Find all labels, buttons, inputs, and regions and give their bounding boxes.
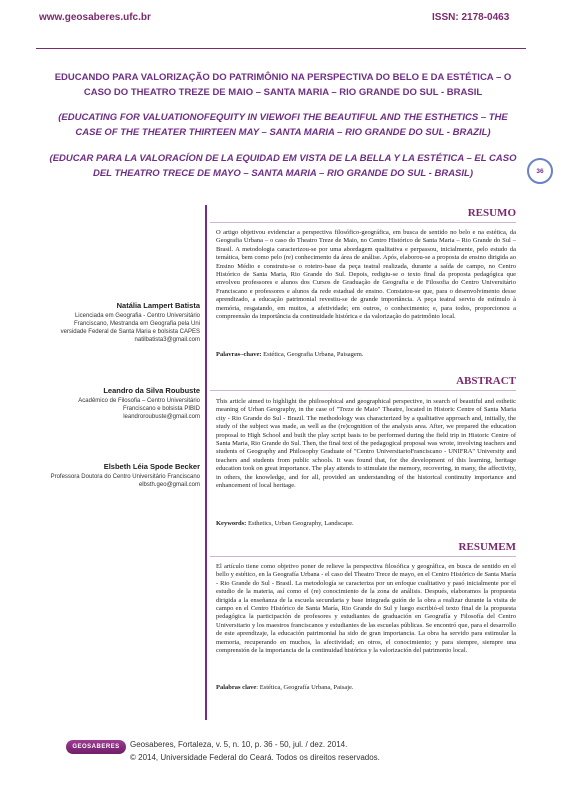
resumo-text: O artigo objetivou evidenciar a perspectiva filosófico-geográfica, em busca de sentido no belo e na estética, da Geografia Urbana – o caso do Theatro Treze de Maio, no Centro Histórico de Santa Maria – Rio Grande do Sul – Brasil. A metodologia caracterizou-se por uma abordagem qualitativa e perpassou, inicialmente, pelo estudo da temática, bem como pelo (re) conhecimento da área de análise. Após, elaborou-se a proposta de ensino dirigida ao Ensino Médio e construiu-se o roteiro-base da peça teatral realizada, durante a saída de campo, no Centro Histórico de Santa Maria, Rio Grande do Sul. Depois, redigiu-se o texto final da proposta pedagógica que envolveu professores e alunos dos Cursos de Graduação de Geografia e de Filosofia do Centro Universitário Franciscano e professores e alunos da rede estadual de ensino. Constatou-se que, para o desenvolvimento desse aprendizado, a educação patrimonial revestiu-se de grande importância. A peça teatral serviu de estímulo à memória, resgatando, em muitos, a afetividade; em outros, o conhecimento; e, para todos, proporcionou a compreensão da importância da continuidade histórica e da valorização do patrimônio local. xyxy=(216,229,516,321)
title-pt-line-1: EDUCANDO PARA VALORIZAÇÃO DO PATRIMÔNIO NA PERSPECTIVA DO BELO E DA ESTÉTICA – O xyxy=(54,72,512,83)
resumem-keywords xyxy=(216,684,516,691)
author-3 xyxy=(20,461,200,489)
author-3-line: Professora Doutora do Centro Universitário Franciscano xyxy=(50,474,200,480)
resumo-keywords-label: Palavras–chave: xyxy=(216,351,262,358)
resumo-keywords-text: Estética, Geografia Urbana, Paisagem. xyxy=(261,351,364,358)
title-en-line-1: (EDUCATING FOR VALUATIONOFEQUITY IN VIEWOFI THE BEAUTIFUL AND THE ESTHETICS – THE xyxy=(58,112,508,123)
header-divider xyxy=(36,48,526,49)
footer-citation: Geosaberes, Fortaleza, v. 5, n. 10, p. 36 - 50, jul. / dez. 2014. xyxy=(130,740,348,749)
author-1-name: Natália Lampert Batista xyxy=(116,301,200,310)
resumo-keywords xyxy=(216,351,516,358)
resumo-heading: RESUMO xyxy=(467,207,516,219)
abstract-text: This article aimed to highlight the philosophical and geographical perspective, in search of beautiful and esthetic meaning of Urban Geography, in the case of "Treze de Maio" Theatre, located in Historic Centre of Santa Maria city - Rio Grande do Sul - Brazil. The methodology was characterized by a qualitative approach and, initially, the study of the subject was made, as well as the (re)cognition of the analysis area. After, we prepared the education proposal to High School and built the play script basis to be performed during the field trip in Historic Centre of Santa Maria, Rio Grande do Sul. Then, the final text of the pedagogical proposal was wrote, involving teachers and students of Geography and Philosophy Graduate of "Centro UniversitarioFranciscano - UNIFRA" University and teachers and students from public schools. It was found that, for the development of this learning, heritage education took on great importance. The play attends to stimulate the memory, recovering, in many, the affectivity, in others, the knowledge, and for all, provided an understanding of the historical continuity importance and enhancement of local heritage. xyxy=(216,398,516,490)
footer-copyright: © 2014, Universidade Federal do Ceará. Todos os direitos reservados. xyxy=(130,753,380,762)
resumem-keywords-text: : Estética, Geografía Urbana, Paisaje. xyxy=(256,684,354,691)
resumem-heading: RESUMEM xyxy=(458,541,516,553)
title-pt-line-2: CASO DO THEATRO TREZE DE MAIO – SANTA MARIA – RIO GRANDE DO SUL - BRASIL xyxy=(83,87,483,98)
abstract-keywords-text: Esthetics, Urban Geography, Landscape. xyxy=(246,520,354,527)
author-2-name: Leandro da Silva Roubuste xyxy=(103,386,200,395)
column-divider xyxy=(205,205,207,720)
author-2-line: Acadêmico de Filosofia – Centro Universitário xyxy=(78,398,200,404)
author-3-name: Elsbeth Léia Spode Becker xyxy=(103,462,200,471)
resumem-text: El artículo tiene como objetivo poner de relieve la perspectiva filosófica y geográfica, en busca de sentido en el bello y estético, en la Geografía Urbana - el caso del Theatro Trece de mayo, en el Centro Histórico de Santa María - Rio Grande do Sul - Brasil. La metodología se caracteriza por un enfoque cualitativo y pasó inicialmente por el estudio de la materia, así como el (re) conocimiento de la zona de análisis. Después, elaboramos la propuesta dirigida a la enseñanza de la escuela secundaria y base integrada guión de la obra a realizar durante la visita de campo en el Centro Histórico de Santa María, Rio Grande do Sul y luego escribió-el texto final de la propuesta pedagógica la participación de profesores y estudiantes de graduación en Geografía y Filosofía del Centro Universitario y los maestros franciscanos y estudiantes de las escuelas públicas. Se encontró que, para el desarrollo de este aprendizaje, la educación patrimonial ha sido de gran importancia. La obra ha servido para estimular la memoria, recuperando en muchos, la afectividad; en otros, el conocimiento; y para siempre, siempre una comprensión de la importancia de la continuidad histórica y la valorización del patrimonio local. xyxy=(216,563,516,655)
resumem-keywords-label: Palabras clave xyxy=(216,684,257,691)
author-3-email: elbsth.geo@gmail.com xyxy=(138,482,200,488)
issn: ISSN: 2178-0463 xyxy=(432,12,510,23)
title-en-line-2: CASE OF THE THEATER THIRTEEN MAY – SANTA MARIA – RIO GRANDE DO SUL - BRAZIL) xyxy=(75,127,491,138)
author-1-line: Franciscano, Mestranda em Geografia pela Uni xyxy=(73,321,200,327)
title-es-line-1: (EDUCAR PARA LA VALORACÍON DE LA EQUIDAD EM VISTA DE LA BELLA Y LA ESTÉTICA – EL CASO xyxy=(49,153,517,164)
abstract-keywords-label: Keywords: xyxy=(216,520,247,527)
abstract-rule xyxy=(210,390,516,391)
title-es-line-2: DEL THEATRO TRECE DE MAYO – SANTA MARIA – RIO GRANDE DO SUL - BRASIL) xyxy=(92,168,473,179)
geosaberes-logo: GEOSABERES xyxy=(66,740,126,754)
author-1 xyxy=(20,300,200,344)
author-2-line: Franciscano e bolsista PIBID xyxy=(122,406,200,412)
author-2-email: leandroroubuste@gmail.com xyxy=(123,414,200,420)
journal-url: www.geosaberes.ufc.br xyxy=(39,12,151,23)
author-1-line: versidade Federal de Santa Maria e bolsista CAPES xyxy=(60,329,200,335)
resumo-rule xyxy=(210,222,516,223)
resumem-rule xyxy=(210,556,516,557)
abstract-keywords xyxy=(216,520,516,527)
author-2 xyxy=(20,385,200,421)
page-number-badge: 36 xyxy=(527,158,553,184)
abstract-heading: ABSTRACT xyxy=(456,375,516,387)
author-1-line: Licenciada em Geografia - Centro Universitário xyxy=(74,313,200,319)
author-1-email: natilbatista3@gmail.com xyxy=(134,337,200,343)
